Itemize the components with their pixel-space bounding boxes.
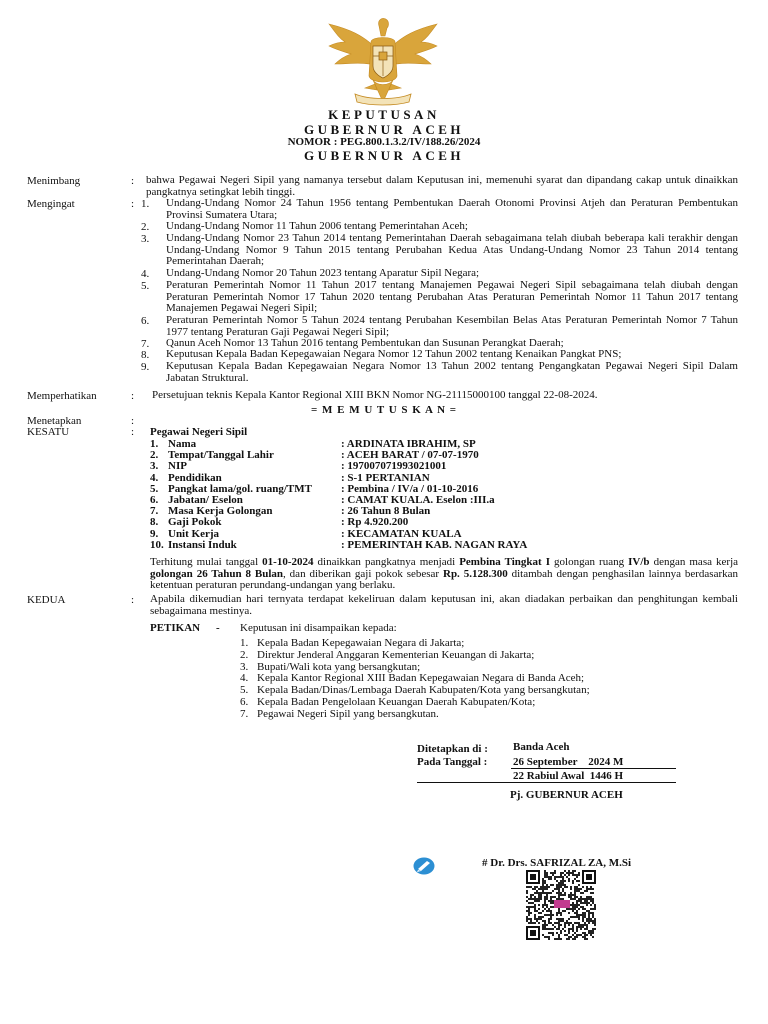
mengingat-item-number: 4. [141,268,150,280]
petikan-item-text: Bupati/Wali kota yang bersangkutan; [257,660,421,673]
ditetapkan-label: Ditetapkan di : [417,743,488,755]
memperhatikan-text: Persetujuan teknis Kepala Kantor Regional XIII BKN Nomor NG-21115000100 tanggal 22-08-2024. [152,389,598,401]
row-number: 4. [150,471,159,484]
row-number: 8. [150,516,159,529]
mengingat-item-number: 6. [141,315,150,327]
row-key: Pendidikan [168,471,222,484]
row-number: 2. [150,449,159,462]
row-number: 7. [150,505,159,518]
petikan-item-text: Kepala Badan/Dinas/Lembaga Daerah Kabupaten/Kota yang bersangkutan; [257,684,590,697]
mengingat-item: Undang-Undang Nomor 23 Tahun 2014 tentang Pemerintahan Daerah sebagaimana telah diubah beberapa kali terakhir dengan Undang-Undang Nomor 9 Tahun 2015 tentang Perubahan Kedua Atas Undang-Undang Nomor 23 Tahun 2014 tentang Pemerintahan Daerah; [166,232,738,268]
row-number: 3. [150,460,159,473]
employee-detail-row [150,528,750,540]
employee-detail-row [150,449,750,461]
menimbang-text: bahwa Pegawai Negeri Sipil yang namanya tersebut dalam Keputusan ini, memenuhi syarat dan dipandang cakap untuk dinaikkan pangkatnya setingkat lebih tinggi. [146,174,738,198]
mengingat-item-number: 9. [141,361,150,373]
mengingat-item: Peraturan Pemerintah Nomor 5 Tahun 2024 tentang Perubahan Kesembilan Belas Atas Peraturan Pemerintah Nomor 7 Tahun 1977 tentang Peraturan Gaji Pegawai Negeri Sipil; [166,314,738,338]
petikan-item-number: 2. [240,648,249,661]
petikan-item-number: 7. [240,707,249,720]
mengingat-item-number: 3. [141,233,150,245]
petikan-intro: Keputusan ini disampaikan kepada: [240,622,397,634]
row-key: Tempat/Tanggal Lahir [168,449,274,462]
petikan-item-number: 5. [240,684,249,697]
colon: : [131,198,135,210]
row-value: : 197007071993021001 [341,460,447,473]
qr-code-icon [526,870,596,940]
row-number: 5. [150,482,159,495]
mengingat-item: Undang-Undang Nomor 20 Tahun 2023 tentang Aparatur Sipil Negara; [166,267,480,279]
petikan-dash: - [216,622,220,634]
memperhatikan-label: Memperhatikan [27,390,97,402]
menetapkan-label: Menetapkan [27,415,82,427]
mengingat-item-number: 8. [141,349,150,361]
mengingat-item-number: 5. [141,280,150,292]
document-title: KEPUTUSAN [328,107,440,122]
signature-divider [417,782,676,783]
row-key: Unit Kerja [168,527,220,540]
employee-detail-row [150,438,750,450]
authority-title-repeat: GUBERNUR ACEH [304,148,464,163]
row-value: : 26 Tahun 8 Bulan [341,505,431,518]
tanggal-hijriah: 22 Rabiul Awal 1446 H [513,770,624,782]
mengingat-item-number: 7. [141,338,150,350]
colon: : [131,390,135,402]
mengingat-item: Keputusan Kepala Badan Kepegawaian Negara Nomor 12 Tahun 2002 tentang Kenaikan Pangkat PNS; [166,348,622,360]
mengingat-item: Qanun Aceh Nomor 13 Tahun 2016 tentang Pembentukan dan Susunan Perangkat Daerah; [166,337,564,349]
kedua-text: Apabila dikemudian hari ternyata terdapat kekeliruan dalam keputusan ini, akan diadakan perbaikan dan penghitungan kembali sebagaimana mestinya. [150,593,738,617]
employee-detail-row [150,516,750,528]
row-value: : PEMERINTAH KAB. NAGAN RAYA [341,538,528,551]
mengingat-item: Undang-Undang Nomor 11 Tahun 2006 tentang Pemerintahan Aceh; [166,220,468,232]
mengingat-item-number: 2. [141,221,150,233]
petikan-item-number: 1. [240,637,249,649]
row-value: : ACEH BARAT / 07-07-1970 [341,449,479,462]
row-value: : KECAMATAN KUALA [341,527,462,540]
decree-number: NOMOR : PEG.800.1.3.2/IV/188.26/2024 [287,136,481,148]
mengingat-label: Mengingat [27,198,75,210]
employee-detail-row [150,505,750,517]
colon: : [131,175,135,187]
colon: : [131,415,135,427]
mengingat-item-number: 1. [141,198,150,210]
menimbang-label: Menimbang [27,175,81,187]
row-value: : CAMAT KUALA. Eselon :III.a [341,494,495,506]
petikan-item-number: 4. [240,672,249,685]
row-number: 6. [150,494,159,506]
kedua-label: KEDUA [27,594,66,606]
employee-detail-row [150,460,750,472]
row-value: : Pembina / IV/a / 01-10-2016 [341,482,479,495]
row-key: Gaji Pokok [168,516,222,529]
row-number: 10. [150,538,164,551]
tanggal-masehi: 26 September 2024 M [513,756,624,768]
pns-heading: Pegawai Negeri Sipil [150,426,248,438]
employee-detail-row [150,539,750,551]
petikan-item-text: Kepala Badan Kepegawaian Negara di Jakarta; [257,637,465,649]
ditetapkan-value: Banda Aceh [513,741,570,753]
row-number: 1. [150,438,159,450]
petikan-item-text: Direktur Jenderal Anggaran Kementerian Keuangan di Jakarta; [257,648,535,661]
kesatu-label: KESATU [27,426,70,438]
row-key: Pangkat lama/gol. ruang/TMT [168,482,312,495]
signatory-position: Pj. GUBERNUR ACEH [510,789,623,801]
petikan-item-number: 3. [240,660,249,673]
petikan-label: PETIKAN [150,622,201,634]
row-key: Masa Kerja Golongan [168,505,273,518]
row-value: : ARDINATA IBRAHIM, SP [341,438,476,450]
tanggal-label: Pada Tanggal : [417,756,488,768]
petikan-item-text: Kepala Badan Pengelolaan Keuangan Daerah Kabupaten/Kota; [257,696,536,708]
row-value: : S-1 PERTANIAN [341,471,430,484]
row-key: Nama [168,438,197,450]
employee-detail-row [150,472,750,484]
row-key: Jabatan/ Eselon [168,494,243,506]
colon: : [131,594,135,606]
row-key: Instansi Induk [168,538,237,551]
employee-detail-row [150,494,750,506]
memutuskan-heading: = M E M U T U S K A N = [310,404,458,416]
employee-detail-row [150,483,750,495]
row-key: NIP [168,460,187,473]
mengingat-item: Peraturan Pemerintah Nomor 11 Tahun 2017 tentang Manajemen Pegawai Negeri Sipil sebagaimana telah diubah dengan Peraturan Pemerintah Nomor 17 Tahun 2020 tentang Perubahan Atas Peraturan Pemerintah Nomor 11 Tahun 2017 tentang Manajemen Pegawai Negeri Sipil; [166,279,738,315]
petikan-item-text: Kepala Kantor Regional XIII Badan Kepegawaian Negara di Banda Aceh; [257,672,585,685]
row-value: : Rp 4.920.200 [341,516,409,529]
date-underline [511,768,676,769]
mengingat-item: Keputusan Kepala Badan Kepegawaian Negara Nomor 13 Tahun 2002 tentang Pengangkatan Pegawai Negeri Sipil Dalam Jabatan Struktural. [166,360,738,384]
mengingat-item: Undang-Undang Nomor 24 Tahun 1956 tentang Pembentukan Daerah Otonomi Provinsi Atjeh dan Peraturan Pembentukan Provinsi Sumatera Utara; [166,197,738,221]
row-number: 9. [150,527,159,540]
signatory-name: # Dr. Drs. SAFRIZAL ZA, M.Si [482,857,632,869]
colon: : [131,426,135,438]
petikan-item-number: 6. [240,696,249,708]
promotion-paragraph: Terhitung mulai tanggal 01-10-2024 dinaikkan pangkatnya menjadi Pembina Tingkat I golongan ruang IV/b dengan masa kerja golongan 26 Tahun 8 Bulan, dan diberikan gaji pokok sebesar Rp. 5.128.300 ditambah dengan penghasilan lainnya berdasarkan ketentuan peraturan perundang-undangan yang berlaku. [150,556,739,592]
authority-title: GUBERNUR ACEH [304,122,464,137]
petikan-item-text: Pegawai Negeri Sipil yang bersangkutan. [257,707,439,720]
e-signature-logo-icon [413,857,435,875]
garuda-emblem-icon [325,14,441,110]
